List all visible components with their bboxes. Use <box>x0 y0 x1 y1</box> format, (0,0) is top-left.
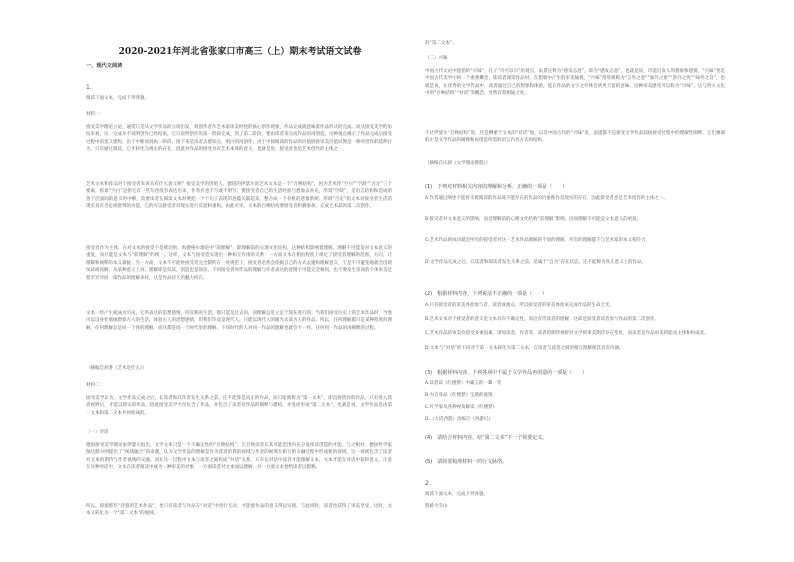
material-1-paragraph-2: 艺术文本和作品对于接受者来说具有什么意义呢？接受美学的创始人，德国的伊瑟尔说艺术文本是一个“召唤结构”，因为艺术作“空白”“空缺”“否定”三个要素，拆谁“空白”是指它有一些东西没有表达出来，作者有意不写或不明写，要接受者自己的生活经验与想象去补充，所谓“空缺”，是语言结构和造成的各个层面间的意义的中断，需要读者在阅读文本时要把一个个句子表现的意蕴关联起来。整合成一个有机的意象系统；所谓“否定”指文本对接受者生活的现实具有否定或批判的功能，它的可以接受者对现实进行反思和重构。由此可见，文本的召唤结构要接受者积极参加，完成艺术品的第二次创作。 <box>86 182 392 210</box>
section-heading-reading: 一、现代文阅读 <box>86 63 123 69</box>
question-1-option-b: B.接受者对文本意义的影响，而受理解前的心理文化结构“前理解”影响，因而理解不可能是文本意义的重复。 <box>425 217 642 222</box>
question-2-instruction: 阅读下面文本，完成下列各题。 <box>425 492 488 497</box>
material-1-label: 材料一： <box>86 112 104 117</box>
question-1-option-d: D.文学作品完成之后，在读者和阅读者发生关系之前，是属于“自为”存在状态，还不能称为真正意义上的作品。 <box>425 260 647 265</box>
question-3-stem: (3) 根据材料内容，下列各项中不属于文学作品再创造的一项是（ ） <box>425 370 588 376</box>
question-2-option-a: A.只有接受者的审美体验参与者、读者或观众，所以接受者的审美体验来完成作品的生命之光。 <box>425 303 614 308</box>
material-2-paragraph-2: 德国接受美学理论家伊瑟尔指出，文学文本只是一个不确定性的“召唤结构”，它召唤读者在其可能范围内充分发挥其创造的才能。与之相对，德国哲学家伽达默尔则提出了“视域融合”的命题，认为文学作品的理解是作为读者的我的视域与作者的视域在相互的交融过程中形成新的视域，这一视域包含了读者对文本的期待与作者视域的交融。而在这一过程中文本与读者之间构成“对话”关系，只有在对话中读者才能理解文本，文本才能在对话中获得意义，正是在这种对话中，文本在读者阅读中成为一种审美的对象，一方面读者对文本加以理解，另一方面文本也给读者以影响。 <box>86 443 392 471</box>
material-1-source: （摘编自胡著《艺术是什么》） <box>86 366 147 371</box>
question-1-stem: (1) 下列对材料相关内容的理解和分析，正确的一项是（ ） <box>425 184 568 190</box>
material-2-source: （摘编自庆炳《文学理论教程》） <box>425 161 491 166</box>
dialogue-subheading: （一）对话 <box>86 430 109 435</box>
question-number-2: 2. <box>425 480 431 487</box>
question-1-option-c: C.艺术作品的成功就是所有的接受者对这一艺术作品理解的不同的理解，所有的理解都不与艺术家的本义相符合。 <box>425 238 651 243</box>
question-4-stem: (4) 请结合材料内容，给“第二文本”下一个简要定义。 <box>425 435 548 441</box>
material-2-paragraph-4: 中国古代文论中提倡的“兴味”，孔子“诗可以兴”的观点，朱熹注释为“感发志意”，即为“感发志意”，也就是说，诗能启发人的想象和感情。“兴味”也是中国古代美学中的一个重要概念，即读者阅读作品时，在想象中产生的审美愉悦，“兴味”常常被称为“言外之意”“象外之象”“韵外之致”“味外之旨”，也就是说，在优秀的文学作品中，读者通过自己的想象和体验，能在作品的文字之外体会到更丰富的意味，这种审美感受可以称为“兴味”，这与西方文化中的“召唤结构”“对话”等概念，显然有着相通之处。 <box>425 69 725 97</box>
question-3-option-a: A.读者读《红楼梦》中藏玉的一颦一笑 <box>425 381 502 386</box>
question-number-1: 1. <box>86 84 92 91</box>
humor-subheading: （二）兴味 <box>425 56 448 61</box>
question-3-option-c: C.红学家从各种视角解读《红楼梦》 <box>425 405 498 410</box>
question-3-option-d: D.《大话西游》改编自《西游记》 <box>425 417 493 422</box>
question-1-option-a: A.作者通过阐述不能将未被阅读的作品或不能存在的作品的价值称作是现实的存在，因此接受者也是艺术创作的主体之一。 <box>425 196 668 201</box>
material-2-label: 材料二： <box>86 383 104 388</box>
question-2-stem: (2) 根据材料内容，下列说法不正确的一项是（ ） <box>425 291 548 297</box>
passage-2-title: 鹊桥大雪山 <box>425 504 448 509</box>
document-title: 2020-2021年河北省张家口市高三（上）期末考试语文试卷 <box>118 47 362 57</box>
material-1-paragraph-1: 接受美学理论立论，通常只是从文学作品的立场出发，将创作者作艺术家审美经验的核心创作现象，作品完成就意味着作品形式的完成。而从接受美学的角度来看，这一完成并不说明创作已经结束，它只说明创作的第一阶段完成，到了第二阶段，要由读者来完成作品的再创造。这种观点揭示了作品完成后接受过程中的意义建构，由于中断而到再一阶段，接下来是读者去感知点、明白的再创作。由于中间阅读的作品的价值链接审美价值识便是一种对创作的延伸行为，只有通过阅读，它才转化为现实的存在，因此对作品的接受具有艺术本体的意义，也就是说，接受者也是艺术创作的主体之一。 <box>86 125 392 153</box>
question-1-instruction: 阅读下面文本，完成下列各题。 <box>86 96 149 101</box>
question-3-option-b: B.为自身品《红楼梦》宝黛的爱情 <box>425 393 493 398</box>
material-1-paragraph-3: 接受者作为主体，在对文本的接受不是被动的，海德格尔理论中“前理解”，即理解前的心理文化结构，这种结构影响着理解。理解不可能是对文本意义的重复，而只能是文本与“前理解”的统一。这样，文本与接受者实现出一种相互作用的关系：一方面文本在相由程度上规定了接受者理解的范围，方向，让理解和阐释的本义靠拢；另一方面，文本不可能将接受者完全制约在一处规范上，接受者必然会依据自己的方式去建构理解意义，于是不可避免地就会出现误读或误解，从某种意义上说，理解即是误读，创造也是误读，不同接受者对作品的理解与作者表达的意图不可能完全相同，也不要发生误读的个体审美过程差异对同一部作品的理解多样，这是作品持久的魅力所在。 <box>86 246 392 281</box>
question-2-option-b: B.艺术文本对于接受者的意义是文本具有不确定性，而这有待读者的理解，这即是接受者读者参与作品的第二次创作。 <box>425 317 660 322</box>
question-2-option-d: D.文本与“对话”的不同对于第一文本转化为第二文本，在读者与读者之间的相互理解使其具有内涵。 <box>425 346 624 351</box>
material-2-paragraph-1: 接受美学认为，文学作品完成之后，在读者和其作者发生关系之前，还不能算是真正的作品，而只能被称为“第一文本”，即直接创作的作品，只有进入读者视野后，才能以现实的作品，因此接受美学不仅包含了作品，并包含了读者对作品的阐释与建构，并进而形成“第二文本”，也就是说，文学作品是由第一文本和第二文本共同构成的。 <box>86 396 392 416</box>
continued-text: 的“第二文本”。 <box>425 41 457 46</box>
question-5-stem: (5) 请简要梳理材料一的行文脉络。 <box>425 459 508 465</box>
material-2-paragraph-3: 所以，即使那些“诗意的艺术作品”，也只有读者与作品在“对话”中进行互动，才能使作品的意义得以实现，与此同时，读者也获得了审美享受。这时，文本又转化为一个“第二文本”的视域。 <box>86 504 392 517</box>
material-1-paragraph-4: 文本一经产生就成为历史，它所表达的思想感情、所反映的生活，都只能是过去的，而理解总是立足于现在进行的。当我们接受历史上的艺术作品时，当然可以设身处地地想象古人的生活，体验古人的思想感情，但我们毕竟是现代人，只能以现代人的眼光去读古人的作品，所以，任何理解都只是某种程度的理解，任何理解总是同一个体的理解，而这都是同一个时代里的理解，不同时代的人对同一作品的理解也就会不一样，任何同一作品的再阐释的过程。 <box>86 311 392 331</box>
question-2-option-c: C.艺术作品的审美价值受多重因素、诸如读者，作者等，读者的期待视野对文学的审美期待存在变化，而读者是作品审美的能动主体和构成者。 <box>425 331 709 336</box>
material-2-paragraph-5: 不过伊瑟尔“召唤结构”说，还是侧重于文本的“对话”地，以及中国古代的“兴味”说，前提都不是接受文学作品间接接受过程中的理解性阐释，它们强调的正是文学作品的阐释和再创造所需的语言内容方式和结构。 <box>425 131 725 144</box>
